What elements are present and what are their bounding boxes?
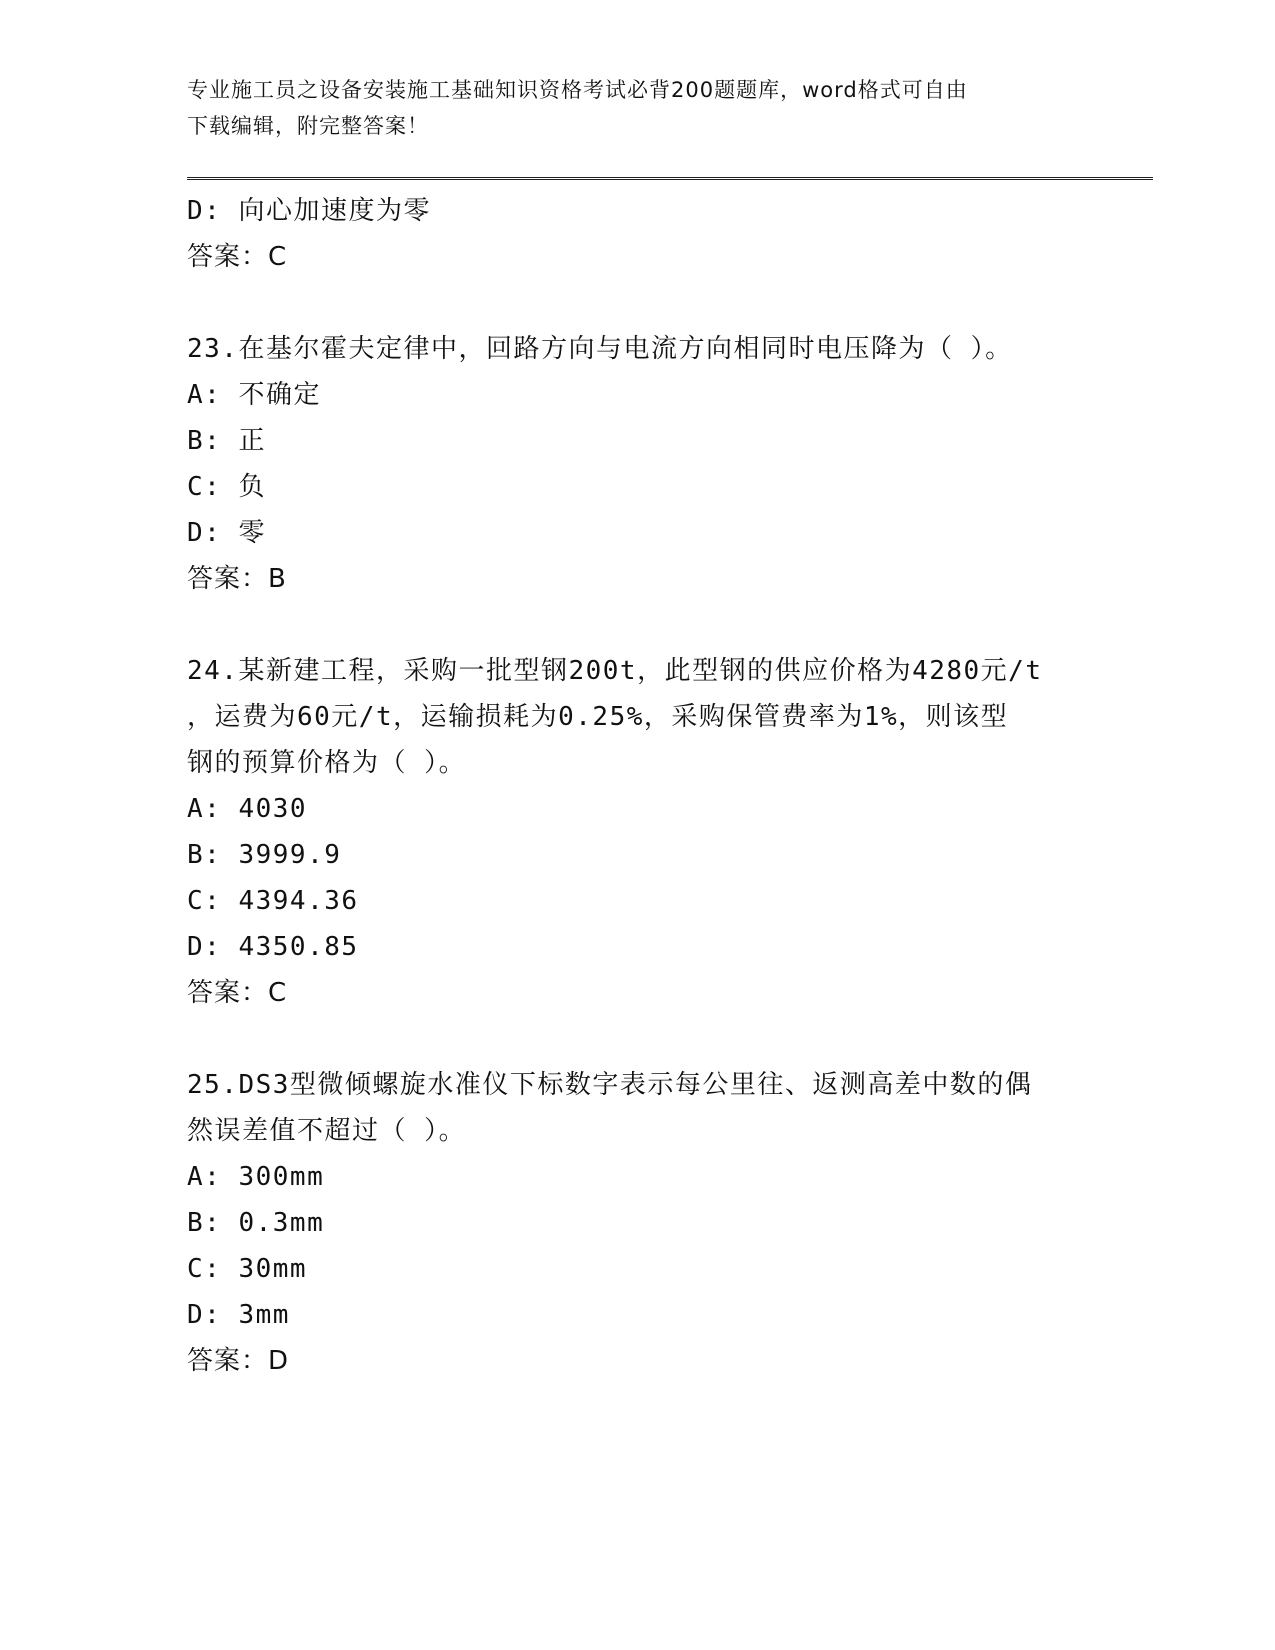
header-line-1: 专业施工员之设备安装施工基础知识资格考试必背200题题库，word格式可自由 [187,78,968,102]
header-divider [187,177,1153,180]
answer-line: 答案：D [187,1346,290,1376]
question-24 [187,648,1067,1016]
question-stem-line-1: 25.DS3型微倾螺旋水准仪下标数字表示每公里往、返测高差中数的偶 [187,1070,1033,1100]
question-stem-line-1: 24.某新建工程，采购一批型钢200t，此型钢的供应价格为4280元/t [187,656,1043,686]
option-d: D: 零 [187,518,266,548]
carryover-question [187,188,1067,280]
question-stem: 23.在基尔霍夫定律中，回路方向与电流方向相同时电压降为（ ）。 [187,334,1013,364]
question-stem-line-3: 钢的预算价格为（ ）。 [187,748,467,778]
option-c: C: 30mm [187,1254,308,1284]
answer-line: 答案：C [187,978,288,1008]
option-a: A: 4030 [187,794,308,824]
page-header [187,72,1067,144]
question-23 [187,326,1067,602]
spacer [187,1016,1067,1062]
spacer [187,280,1067,326]
question-list [187,188,1067,1384]
option-a: A: 300mm [187,1162,325,1192]
option-b: B: 3999.9 [187,840,342,870]
question-25 [187,1062,1067,1384]
answer-line: 答案：C [187,242,288,272]
answer-line: 答案：B [187,564,287,594]
spacer [187,602,1067,648]
option-d: D: 3mm [187,1300,290,1330]
option-c: C: 负 [187,472,266,502]
question-stem-line-2: 然误差值不超过（ ）。 [187,1116,467,1146]
option-b: B: 正 [187,426,266,456]
question-stem-line-2: ，运费为60元/t，运输损耗为0.25%，采购保管费率为1%，则该型 [187,702,1009,732]
header-line-2: 下载编辑，附完整答案！ [187,114,429,138]
option-b: B: 0.3mm [187,1208,325,1238]
option-d: D: 向心加速度为零 [187,196,431,226]
option-c: C: 4394.36 [187,886,359,916]
option-d: D: 4350.85 [187,932,359,962]
option-a: A: 不确定 [187,380,321,410]
